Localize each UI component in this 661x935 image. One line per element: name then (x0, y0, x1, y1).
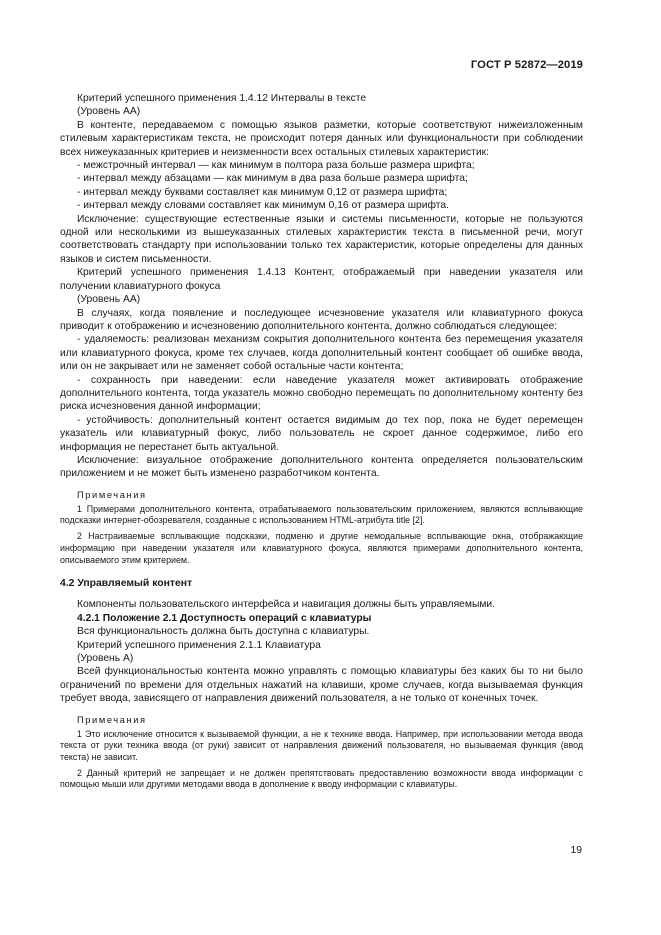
criterion-1-4-12-title: Критерий успешного применения 1.4.12 Интервалы в тексте (77, 93, 367, 104)
list-item: - межстрочный интервал — как минимум в полтора раза больше размера шрифта; (77, 160, 475, 172)
section-4-2-text: Компоненты пользовательского интерфейса и навигация должны быть управляемыми. (77, 599, 496, 611)
criterion-1-4-13-exception: Исключение: визуальное отображение дополнительного контента определяется пользовательским приложением и не может быть изменено разработчиком контента. (60, 454, 583, 480)
standard-header: ГОСТ Р 52872—2019 (470, 59, 583, 71)
criterion-1-4-12-exception: Исключение: существующие естественные языки и системы письменности, которые не пользуются одной или несколькими из вышеуказанных стилевых характеристик текста в письменной речи, могут соответствовать стандарту при использовании только тех характеристик, которые определены для данных языков и систем письменности. (60, 213, 583, 265)
list-item: - интервал между словами составляет как минимум 0,16 от размера шрифта. (77, 200, 449, 212)
note-item: 2 Настраиваемые всплывающие подсказки, подменю и другие немодальные всплывающие окна, отображающие информацию при наведении указателя или клавиатурного фокуса, являются примерами дополнительного контента, описываемого этим критерием. (60, 531, 583, 565)
section-4-2-title: 4.2 Управляемый контент (60, 578, 193, 590)
page-number: 19 (570, 845, 582, 856)
list-item: - сохранность при наведении: если наведение указателя может активировать отображение дополнительного контента, тогда указатель можно свободно перемещать по дополнительному контенту без риска исчезновения данной информации; (60, 374, 583, 413)
list-item: - интервал между буквами составляет как минимум 0,12 от размера шрифта; (77, 186, 448, 198)
note-item: 2 Данный критерий не запрещает и не должен препятствовать предоставлению возможности ввода информации с помощью мыши или другими методами ввода в дополнение к вводу информации с клавиатуры. (60, 767, 583, 790)
criterion-2-1-1-body: Всей функциональностью контента можно управлять с помощью клавиатуры без каких бы то ни было ограничений по времени для отдельных нажатий на клавиши, кроме случаев, когда вызываемая функция требует ввода, зависящего от направления движений пользователя, а не только от конечных точек. (60, 666, 583, 705)
list-item: - устойчивость: дополнительный контент остается видимым до тех пор, пока не будет перемещен указатель или клавиатурный фокус, либо пользователь не скроет данное содержимое, либо его информация не перестанет быть актуальной. (60, 414, 583, 453)
subsection-4-2-1-title: 4.2.1 Положение 2.1 Доступность операций с клавиатуры (77, 612, 372, 624)
criterion-1-4-13-title: Критерий успешного применения 1.4.13 Контент, отображаемый при наведении указателя или получении клавиатурного фокуса (60, 267, 583, 292)
note-item: 1 Примерами дополнительного контента, отрабатываемого пользовательским приложением, являются всплывающие подсказки интернет-обозревателя, созданные с использованием HTML-атрибута title [2]. (60, 503, 583, 526)
subsection-4-2-1-text: Вся функциональность должна быть доступна с клавиатуры. (77, 626, 370, 638)
note-item: 1 Это исключение относится к вызываемой функции, а не к технике ввода. Например, при использовании метода ввода текста от руки техника ввода (от руки) зависит от направления движений пользователя, но вызываемая функция (ввод текста) не зависит. (60, 728, 583, 762)
criterion-2-1-1-level: (Уровень А) (77, 652, 134, 664)
list-item: - удаляемость: реализован механизм сокрытия дополнительного контента без перемещения указателя или клавиатурного фокуса, кроме тех случаев, когда дополнительный контент сообщает об ошибке ввода, или он не закрывает или не заменяет собой остальные части контента; (60, 334, 583, 373)
criterion-1-4-13-level: (Уровень АА) (77, 294, 141, 306)
page-content (60, 92, 583, 795)
criterion-1-4-12-intro: В контенте, передаваемом с помощью языков разметки, которые соответствуют нижеизложенным стилевым характеристикам текста, не происходит потеря данных или функциональности при соблюдении всех нижеуказанных критериев и неизменности всех остальных стилевых характеристик: (60, 119, 583, 158)
list-item: - интервал между абзацами — как минимум в два раза больше размера шрифта; (77, 173, 468, 185)
notes-heading: Примечания (77, 489, 147, 500)
criterion-2-1-1-title: Критерий успешного применения 2.1.1 Клавиатура (77, 639, 321, 651)
notes-heading: Примечания (77, 714, 147, 725)
criterion-1-4-13-intro: В случаях, когда появление и последующее исчезновение указателя или клавиатурного фокуса приводит к отображению и исчезновению дополнительного контента, должно соблюдаться следующее: (60, 307, 583, 332)
criterion-1-4-12-level: (Уровень АА) (77, 106, 141, 118)
